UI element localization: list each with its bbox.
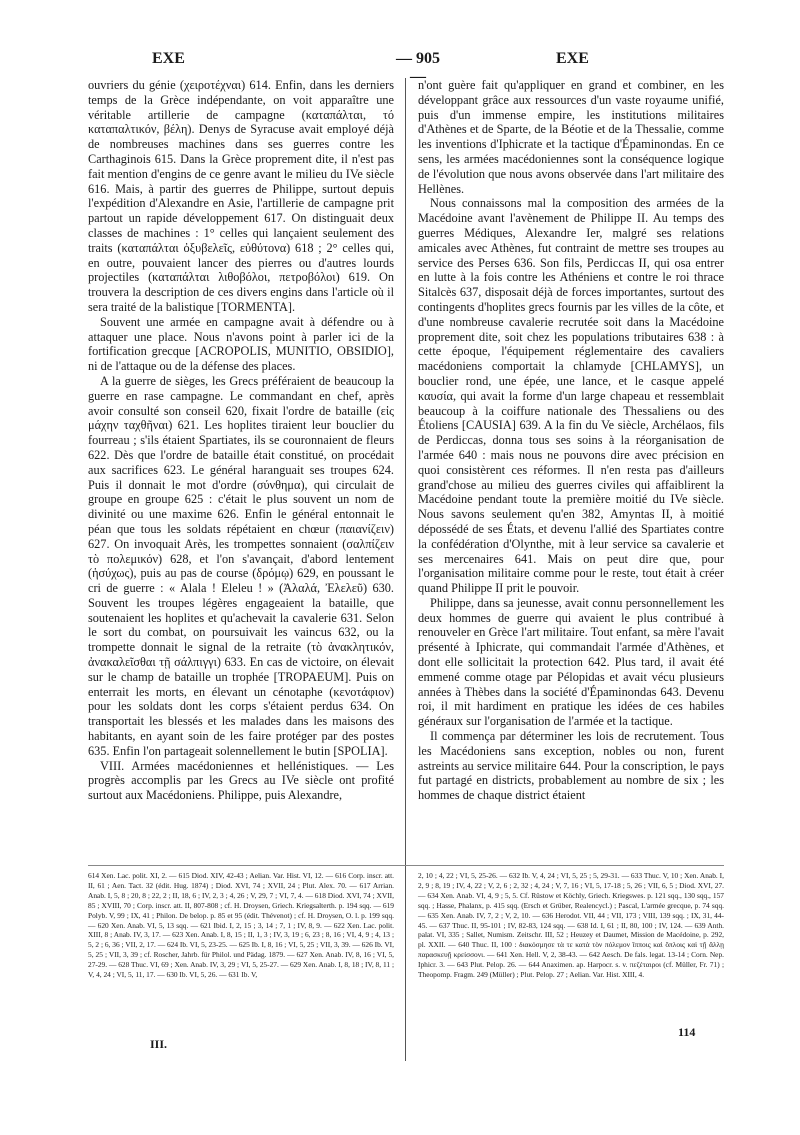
paragraph: Philippe, dans sa jeunesse, avait connu personnellement les deux hommes de guerre qui avaient le plus contribué à renouveler en Grèce l'art militaire. Tout enfant, sa mère l'avait présenté à Iphicrate, qui commandait l'armée d'Athènes, et dont elle sollicitait la protection 642. Plus tard, il avait été emmené comme otage par Pélopidas et avait vécu plusieurs années à Thèbes dans la société d'Épaminondas 643. Devenu roi, il mit hardiment en pratique les idées de ces habiles généraux sur l'organisation de l'armée et la tactique. bbox=[418, 595, 724, 729]
paragraph: Nous connaissons mal la composition des armées de la Macédoine avant l'avènement de Philippe II. Au temps des guerres Médiques, Alexandre Ier, malgré ses relations amicales avec Athènes, fut contraint de mettre ses troupes au service des Perses 636. Son fils, Perdiccas II, qui osa entrer en lutte à la fois contre les Athéniens et contre le roi thrace Sitalcès 637, disposait déjà de forces importantes, surtout des contingents d'hoplites grecs fournis par les villes de la côte, et d'une nombreuse cavalerie recrutée soit dans la Macédoine proprement dite, soit chez les populations tributaires 638 : à cette époque, l'équipement réglementaire des cavaliers macédoniens comportait la chlamyde [CHLAMYS], un bouclier rond, une épée, une lance, et le casque appelé καυσία, qui avait la forme d'un large chapeau et ressemblait beaucoup à la coiffure nationale des Thessaliens ou des Étoliens [CAUSIA] 639. A la fin du Ve siècle, Archélaos, fils de Perdiccas, donna tous ses soins à la réorganisation de l'armée 640 : mais nous ne pouvons dire avec précision en quoi consistèrent ces réformes. Il n'en resta pas d'ailleurs grand'chose au milieu des guerres civiles qui affaiblirent la Macédoine pendant toute la première moitié du IVe siècle. Nous savons seulement qu'en 382, Amyntas II, à moitié dépossédé de ses États, et devenu l'allié des Spartiates contre la confédération d'Olynthe, mit à leur service sa cavalerie et ses mercenaires 641. Mais on peut dire que, pour l'organisation militaire comme pour le reste, tout était à créer quand Philippe II prit le pouvoir. bbox=[418, 196, 724, 596]
paragraph: n'ont guère fait qu'appliquer en grand et combiner, en les développant grâce aux ressources d'un vaste royaume unifié, puis d'un immense empire, les institutions militaires d'Athènes et de Sparte, de la Béotie et de la Thessalie, comme les inventions d'Iphicrate et la tactique d'Épaminondas. En ce sens, les armées macédoniennes sont la conséquence logique de l'évolution que nous avons observée dans l'art militaire des Hellènes. bbox=[418, 78, 724, 196]
paragraph: ouvriers du génie (χειροτέχναι) 614. Enfin, dans les derniers temps de la Grèce indépendante, on voit apparaître une véritable artillerie de campagne (καταπάλται, τό καταπαλτικόν, βέλη). Denys de Syracuse avait employé déjà de nombreuses machines dans ses guerres contre les Carthaginois 615. Dans la Grèce proprement dite, il n'est pas fait mention d'engins de ce genre avant le milieu du IVe siècle 616. Mais, à partir des guerres de Philippe, surtout depuis l'expédition d'Alexandre en Asie, l'artillerie de campagne prit partout un rapide développement 617. On distinguait deux classes de machines : 1° celles qui lançaient seulement des traits (καταπάλται ὀξυβελεῖς, εὐθύτονα) 618 ; 2° celles qui, en outre, pouvaient lancer des pierres ou d'autres lourds projectiles (καταπάλται λιθοβόλοι, πετροβόλοι) 619. On trouvera la description de ces divers engins dans l'article où il sera traité de la balistique [TORMENTA]. bbox=[88, 78, 394, 314]
running-header bbox=[88, 50, 724, 85]
page-number: — 905 — bbox=[396, 50, 440, 85]
right-column bbox=[418, 78, 724, 803]
footnote-separator bbox=[88, 865, 724, 866]
section-heading-paragraph: VIII. Armées macédoniennes et hellénistiques. — Les progrès accomplis par les Grecs au IVe siècle ont profité surtout aux Macédoniens. Philippe, puis Alexandre, bbox=[88, 758, 394, 803]
left-column bbox=[88, 78, 394, 803]
sheet-number: 114 bbox=[678, 1025, 696, 1039]
paragraph: A la guerre de sièges, les Grecs préféraient de beaucoup la guerre en rase campagne. Le commandant en chef, après avoir consulté son conseil 620, fixait l'ordre de bataille (εἰς μάχην ταχθῆναι) 621. Les hoplites tiraient leur bouclier du fourreau ; s'ils étaient Spartiates, ils se couronnaient de fleurs 622. Dès que l'ordre de bataille était constitué, on procédait aux sacrifices 623. Le général haranguait ses troupes 624. Puis il donnait le mot d'ordre (σύνθημα), qui circulait de groupe en groupe 625 : c'était le plus souvent un nom de divinité ou une maxime 626. Enfin le général entonnait le péan que tous les soldats répétaient en chœur (παιανίζειν) 627. On invoquait Arès, les trompettes sonnaient (σαλπίζειν τὸ πολεμικόν) 628, et l'on s'avançait, d'abord lentement (ἡσύχως), puis au pas de course (δρόμῳ) 629, en poussant le cri de guerre : « Alala ! Eleleu ! » (Ἀλαλά, Ἐλελεῦ) 630. Souvent les troupes légères engageaient la bataille, que soutenaient les hoplites et qu'achevait la cavalerie 631. Selon le sort du combat, on poursuivait les vaincus 632, ou la trompette donnait le signal de la retraite (τὸ ἀνακλητικόν, ἀνακαλεῖσθαι τῇ σάλπιγγι) 633. En cas de victoire, on élevait sur le champ de bataille un trophée [TROPAEUM]. Puis on enterrait les morts, en élevant un cénotaphe (κενοτάφιον) pour les soldats dont les corps s'étaient perdus 634. On transportait les blessés et les malades dans les maisons des habitants, en ayant soin de les faire protéger par des postes 635. Enfin l'on partageait solennellement le butin [SPOLIA]. bbox=[88, 373, 394, 758]
column-divider bbox=[405, 78, 406, 1061]
paragraph: Il commença par déterminer les lois de recrutement. Tous les Macédoniens sans exception, nobles ou non, furent astreints au service militaire 644. Pour la conscription, le pays fut partagé en districts, probablement au nombre de six ; les hommes de chaque district étaient bbox=[418, 729, 724, 803]
header-left-word: EXE bbox=[152, 50, 185, 67]
header-right-word: EXE bbox=[556, 50, 589, 67]
paragraph: Souvent une armée en campagne avait à défendre ou à attaquer une place. Nous n'avons point à parler ici de la fortification grecque [ACROPOLIS, MUNITIO, OBSIDIO], ni de l'attaque ou de la défense des places. bbox=[88, 314, 394, 374]
footnotes-right: 2, 10 ; 4, 22 ; VI, 5, 25-26. — 632 Ib. V, 4, 24 ; VI, 5, 25 ; 5, 29-31. — 633 Thuc. V, 10 ; Xen. Anab. I, 2, 9 ; 8, 19 ; IV, 4, 22 ; V, 2, 6 ; 2, 32 ; 4, 24 ; V, 7, 16 ; VI, 5, 17-18 ; 5, 26 ; VII, 6, 5 ; Diod. XVI, 27. — 634 Xen. Anab. VI, 4, 9 ; 5, 5. Cf. Rüstow et Köchly, Griech. Kriegswes. p. 121 sqq., 130 sqq., 157 sqq. ; Hasse, Phalanx, p. 415 sqq. (Ersch et Grüber, Realencycl.) ; Pascal, L'armée grecque, p. 74 sqq. — 635 Xen. Anab. IV, 7, 2 ; V, 2, 10. — 636 Herodot. VII, 44 ; VII, 173 ; VIII, 139 sqq. ; IX, 31, 44-45. — 637 Thuc. II, 95-101 ; IV, 82-83, 124 sqq. — 638 Id. I, 61 ; II, 80, 100 ; IV, 124. — 639 Anth. palat. VI, 335 ; Sallet, Numism. Zeitschr. III, 52 ; Heuzey et Daumet, Mission de Macédoine, p. 292, pl. XXII. — 640 Thuc. II, 100 : διακόσμησε τὰ τε κατὰ τὸν πόλεμον ἵπποις καὶ ὅπλοις καὶ τῇ ἄλλῃ παρασκευῇ κρείσσονι. — 641 Xen. Hell. V, 2, 38-43. — 642 Aesch. De fals. legat. 13-14 ; Corn. Nep. Iphicr. 3. — 643 Plut. Pelop. 26. — 644 Anaximen. ap. Harpocr. s. v. πεζέταιροι (cf. Müller, Fr. 71) ; Theopomp. Fragm. 249 (Müller) ; Plut. Pelop. 27 ; Aelian. Var. Hist. XIII, 4. bbox=[418, 871, 724, 980]
signature-mark: III. bbox=[150, 1037, 168, 1051]
footnotes-left: 614 Xen. Lac. polit. XI, 2. — 615 Diod. XIV, 42-43 ; Aelian. Var. Hist. VI, 12. — 616 Corp. inscr. att. II, 61 ; Aen. Tact. 32 (édit. Hug. 1874) ; Diod. XVI, 74 ; XVII, 24 ; Plut. Alex. 70. — 617 Arrian. Anab. I, 5, 8 ; 20, 8 ; 22, 2 ; II, 18, 6 ; IV, 2, 3 ; 4, 26 ; V, 29, 7 ; VI, 7, 4. — 618 Diod. XVI, 74 ; XVII, 85 ; XVIII, 70 ; Corp. inscr. att. II, 807-808 ; cf. H. Droysen, Griech. Kriegsalterth. p. 194 sqq. — 619 Polyb. V, 99 ; IX, 41 ; Philon. De belop. p. 85 et 95 (édit. Thévenot) ; cf. H. Droysen, O. l. p. 199 sqq. — 620 Xen. Anab. VI, 5, 13 sqq. — 621 Ibid. I, 2, 15 ; 3, 14 ; 7, 1 ; IV, 8, 9. — 622 Xen. Lac. polit. XIII, 8 ; Anab. IV, 3, 17. — 623 Xen. Anab. I, 8, 15 ; II, 1, 3 ; IV, 3, 19 ; 6, 23 ; 8, 16 ; VI, 4, 9 ; 4, 13 ; 5, 2 ; 6, 36 ; VII, 2, 17. — 624 Ib. VI, 5, 23-25. — 625 Ib. I, 8, 16 ; VI, 5, 25 ; VII, 3, 39. — 626 Ib. VI, 5, 25 ; VII, 3, 39 ; cf. Roscher, Jahrb. für Philol. und Pädag. 1879. — 627 Xen. Anab. IV, 8, 16 ; VI, 5, 27-29. — 628 Thuc. VI, 69 ; Xen. Anab. IV, 3, 29 ; VI, 5, 25-27. — 629 Xen. Anab. I, 8, 18 ; IV, 8, 11 ; V, 4, 24 ; VI, 5, 11, 17. — 630 Ib. VI, 5, 26. — 631 Ib. V, bbox=[88, 871, 394, 980]
